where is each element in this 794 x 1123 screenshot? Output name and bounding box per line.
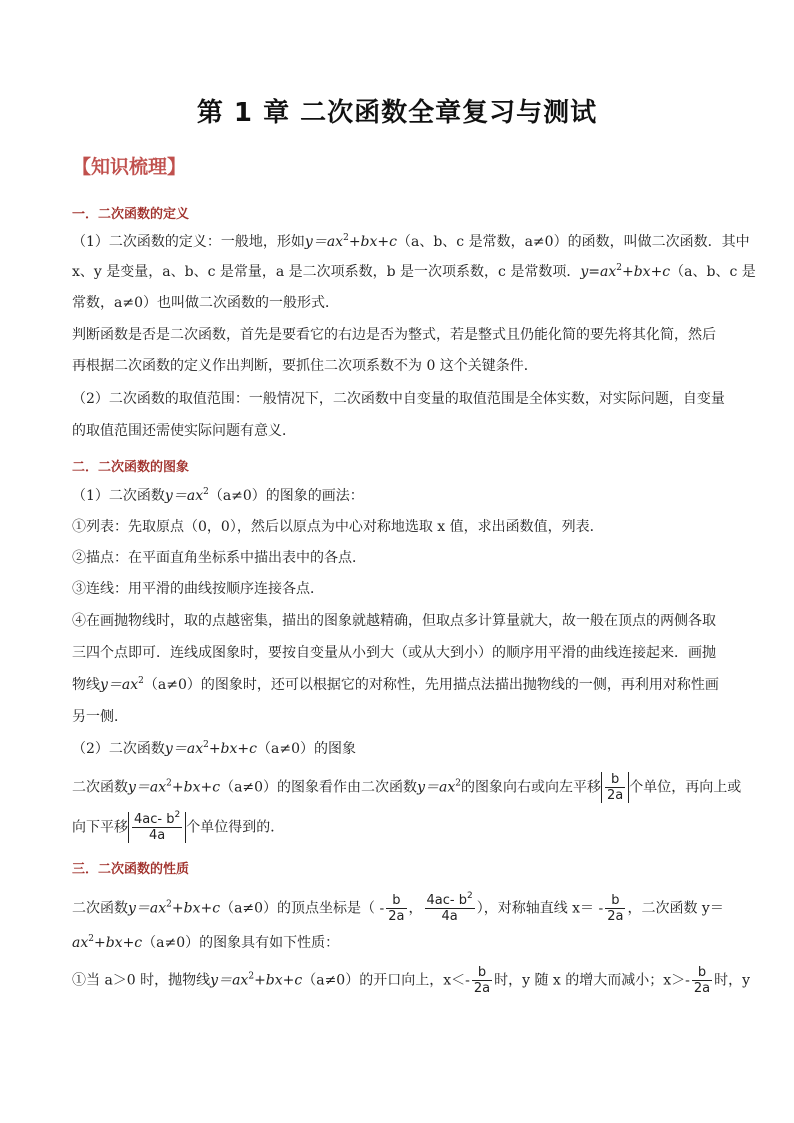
text-line: x、y 是变量，a、b、c 是常量，a 是二次项系数，b 是一次项系数，c 是常数项．$y=ax^2+bx+c(a$、b、c 是 xyxy=(72,263,756,280)
fraction-b-over-2a: $\frac{b}{2a}$ xyxy=(606,772,624,803)
text-line: （2）二次函数的取值范围：一般情况下，二次函数中自变量的取值范围是全体实数，对实际问题，自变量 xyxy=(72,391,725,407)
text-line: 的取值范围还需使实际问题有意义． xyxy=(72,423,296,439)
section-heading-properties: 三．二次函数的性质 xyxy=(72,862,190,877)
fraction-b-over-2a: $\frac{b}{2a}$ xyxy=(388,893,405,924)
text-line: 再根据二次函数的定义作出判断，要抓住二次项系数不为 0 这个关键条件． xyxy=(72,358,538,374)
text-line: 判断函数是否是二次函数，首先是要看它的右边是否为整式，若是整式且仍能化简的要先将其化简，然后 xyxy=(72,327,716,343)
text-line: 常数，a≠0）也叫做二次函数的一般形式． xyxy=(72,295,339,311)
text-line: （1）二次函数$y=ax^2(a\ne 0)$的图象的画法： xyxy=(72,487,364,504)
fraction-b-over-2a: $\frac{b}{2a}$ xyxy=(693,965,711,996)
fraction-vertex-y: $\frac{4ac- b^2}{4a}$ xyxy=(426,891,473,924)
text-line: ①列表：先取原点（0，0），然后以原点为中心对称地选取 x 值，求出函数值，列表． xyxy=(72,519,604,535)
abs-bracket xyxy=(601,772,629,803)
knowledge-banner: 【知识梳理】 xyxy=(72,156,187,178)
section-heading-graph: 二．二次函数的图象 xyxy=(72,460,190,475)
text-line: （1）二次函数的定义：一般地，形如$y=ax^2+bx+c(a$、b、c 是常数，a≠0）的函数，叫做二次函数．其中 xyxy=(72,233,750,250)
text-line: 物线$y=ax^2(a\ne 0)$的图象时，还可以根据它的对称性，先用描点法描出抛物线的一侧，再利用对称性画 xyxy=(72,676,719,693)
fraction-b-over-2a: $\frac{b}{2a}$ xyxy=(473,965,491,996)
text-line: 二次函数$y=ax^2+bx+c(a\ne 0)$的顶点坐标是（ - $\frac{b}{2a}$ ， $\frac{4ac- b^2}{4a}$ ），对称轴直线 x＝ - $\frac{b}{2a}$ ，二次函数 y＝ xyxy=(72,891,724,924)
text-line: ②描点：在平面直角坐标系中描出表中的各点． xyxy=(72,550,366,566)
text-line: ①当 a＞0 时，抛物线$y=ax^2+bx+c(a\ne 0)$的开口向上，x＜- $\frac{b}{2a}$ 时，y 随 x 的增大而减小；x＞- $\frac{b}{2a}$ 时，y xyxy=(72,965,751,996)
text-line: ④在画抛物线时，取的点越密集，描出的图象就越精确，但取点多计算量就大，故一般在顶点的两侧各取 xyxy=(72,613,716,629)
page-title: 第 1 章 二次函数全章复习与测试 xyxy=(196,98,598,128)
text-line: ③连线：用平滑的曲线按顺序连接各点． xyxy=(72,581,324,597)
fraction-b-over-2a: $\frac{b}{2a}$ xyxy=(607,893,624,924)
text-line: 另一侧． xyxy=(72,709,128,725)
text-line: 二次函数$y=ax^2+bx+c(a\ne 0)$的图象看作由二次函数$y=ax^2$的图象向右或向左平移 $\frac{b}{2a}$ 个单位，再向上或 xyxy=(72,772,742,803)
text-line: （2）二次函数$y=ax^2+bx+c(a\ne 0)$的图象 xyxy=(72,740,356,757)
text-line: 向下平移 $\frac{4ac- b^2}{4a}$ 个单位得到的． xyxy=(72,810,285,843)
text-line: 三四个点即可．连线成图象时，要按自变量从小到大（或从大到小）的顺序用平滑的曲线连接起来．画抛 xyxy=(72,645,716,661)
abs-bracket xyxy=(128,812,186,843)
fraction-vertex-y: $\frac{4ac- b^2}{4a}$ xyxy=(134,810,181,843)
section-heading-definition: 一．二次函数的定义 xyxy=(72,207,190,222)
text-line: $ax^2+bx+c(a\ne 0)$的图象具有如下性质： xyxy=(72,934,340,951)
